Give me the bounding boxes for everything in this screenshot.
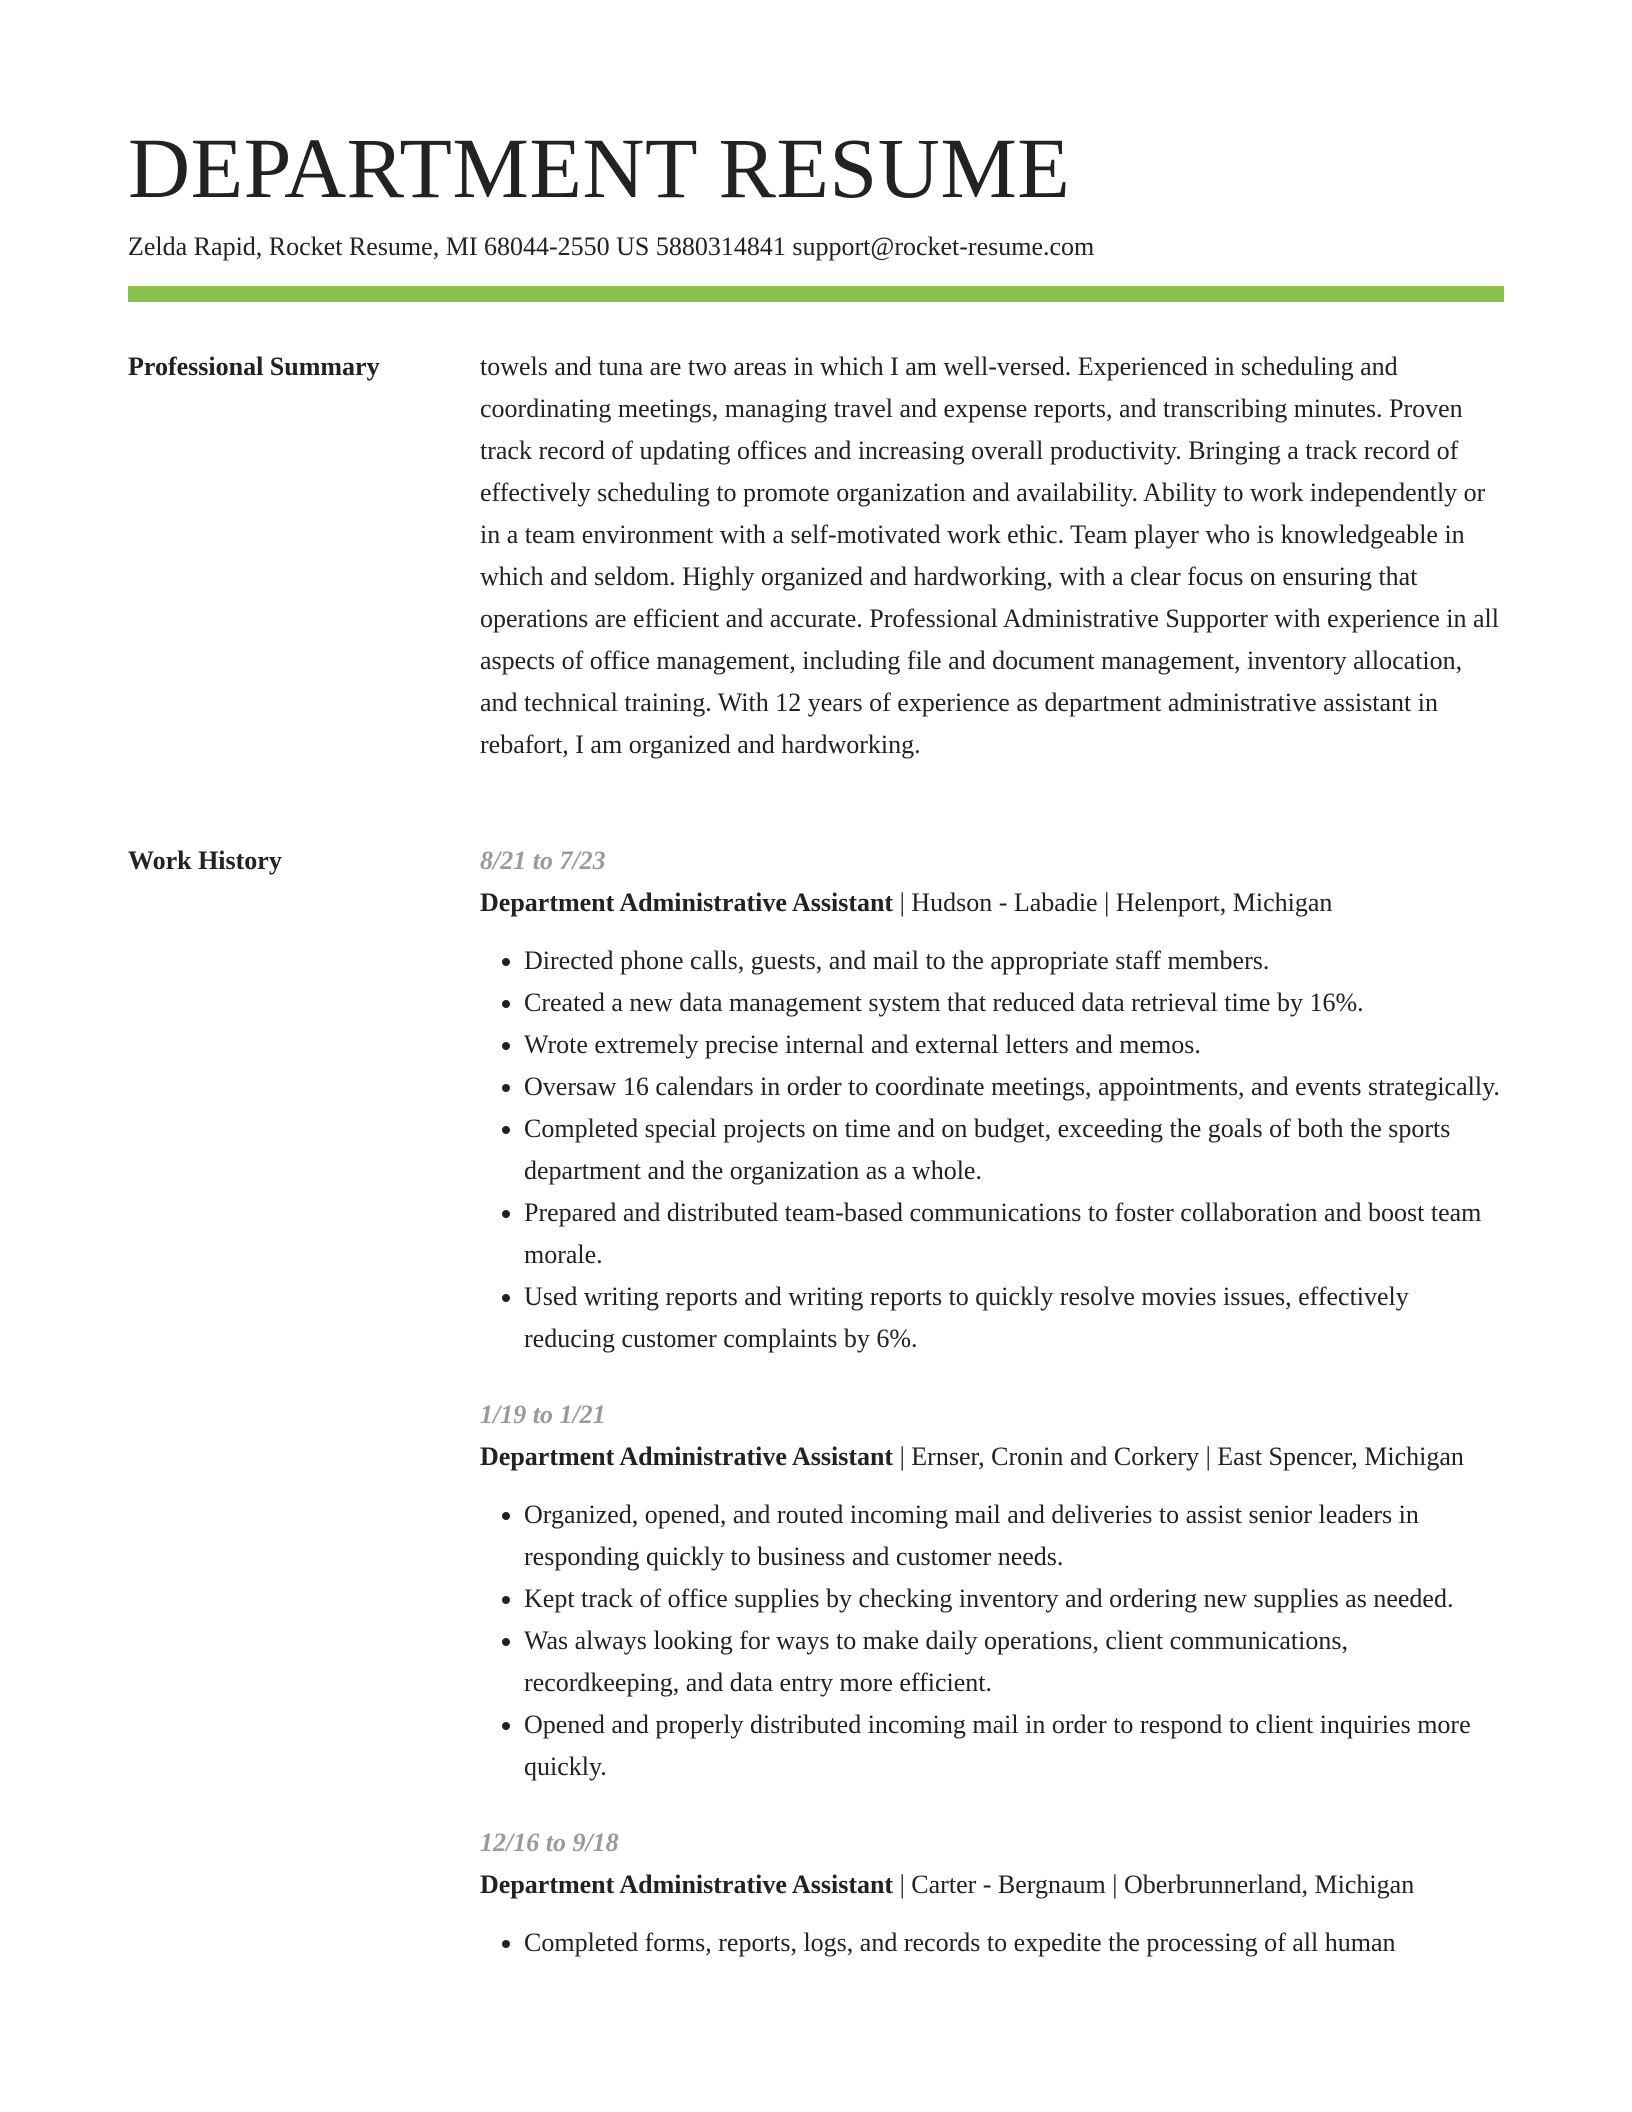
job-bullets [480,940,1504,1360]
summary-text: towels and tuna are two areas in which I am well-versed. Experienced in scheduling and coordinating meetings, managing travel and expense reports, and transcribing minutes. Proven track record of updating offices and increasing overall productivity. Bringing a track record of effectively scheduling to promote organization and availability. Ability to work independently or in a team environment with a self-motivated work ethic. Team player who is knowledgeable in which and seldom. Highly organized and hardworking, with a clear focus on ensuring that operations are efficient and accurate. Professional Administrative Supporter with experience in all aspects of office management, including file and document management, inventory allocation, and technical training. With 12 years of experience as department administrative assistant in rebafort, I am organized and hardworking. [480,352,1499,759]
job-bullet: • Opened and properly distributed incoming mail in order to respond to client inquiries more quickly. [524,1704,1504,1788]
job-title: Department Administrative Assistant [480,1870,894,1899]
job-bullet: • Created a new data management system that reduced data retrieval time by 16%. [524,982,1504,1024]
job-bullet: • Was always looking for ways to make daily operations, client communications, recordkeeping, and data entry more efficient. [524,1620,1504,1704]
job-bullet: • Kept track of office supplies by checking inventory and ordering new supplies as needed. [524,1578,1504,1620]
resume-header [128,118,1504,264]
job-bullets [480,1922,1504,1964]
job-bullet: • Directed phone calls, guests, and mail to the appropriate staff members. [524,940,1504,982]
job-dates: 12/16 to 9/18 [480,1828,619,1857]
summary-heading: Professional Summary [128,352,380,381]
job-bullet: • Oversaw 16 calendars in order to coordinate meetings, appointments, and events strategically. [524,1066,1504,1108]
job-bullet: • Used writing reports and writing reports to quickly resolve movies issues, effectively reducing customer complaints by 6%. [524,1276,1504,1360]
job-bullet: • Prepared and distributed team-based communications to foster collaboration and boost team morale. [524,1192,1504,1276]
job-entry [480,1822,1504,1964]
job-entry [480,840,1504,1360]
job-title-line [480,1864,1504,1906]
job-bullet: • Organized, opened, and routed incoming mail and deliveries to assist senior leaders in responding quickly to business and customer needs. [524,1494,1504,1578]
accent-divider [128,286,1504,302]
work-history-heading: Work History [128,846,282,875]
job-bullet: • Completed special projects on time and on budget, exceeding the goals of both the sports department and the organization as a whole. [524,1108,1504,1192]
job-employer-location: | Ernser, Cronin and Corkery | East Spencer, Michigan [893,1442,1464,1471]
job-entry [480,1394,1504,1788]
job-employer-location: | Hudson - Labadie | Helenport, Michigan [893,888,1333,917]
job-employer-location: | Carter - Bergnaum | Oberbrunnerland, Michigan [893,1870,1415,1899]
work-history-body [480,840,1504,1998]
job-title-line [480,882,1504,924]
job-title-line [480,1436,1504,1478]
job-bullet: • Wrote extremely precise internal and external letters and memos. [524,1024,1504,1066]
job-dates: 1/19 to 1/21 [480,1400,606,1429]
job-title: Department Administrative Assistant [480,1442,894,1471]
job-dates: 8/21 to 7/23 [480,846,606,875]
contact-line: Zelda Rapid, Rocket Resume, MI 68044-2550 US 5880314841 support@rocket-resume.com [128,232,1095,261]
summary-body [480,346,1504,766]
job-bullet: • Completed forms, reports, logs, and records to expedite the processing of all human [524,1922,1504,1964]
job-bullets [480,1494,1504,1788]
job-title: Department Administrative Assistant [480,888,894,917]
page-title: DEPARTMENT RESUME [128,120,1071,216]
